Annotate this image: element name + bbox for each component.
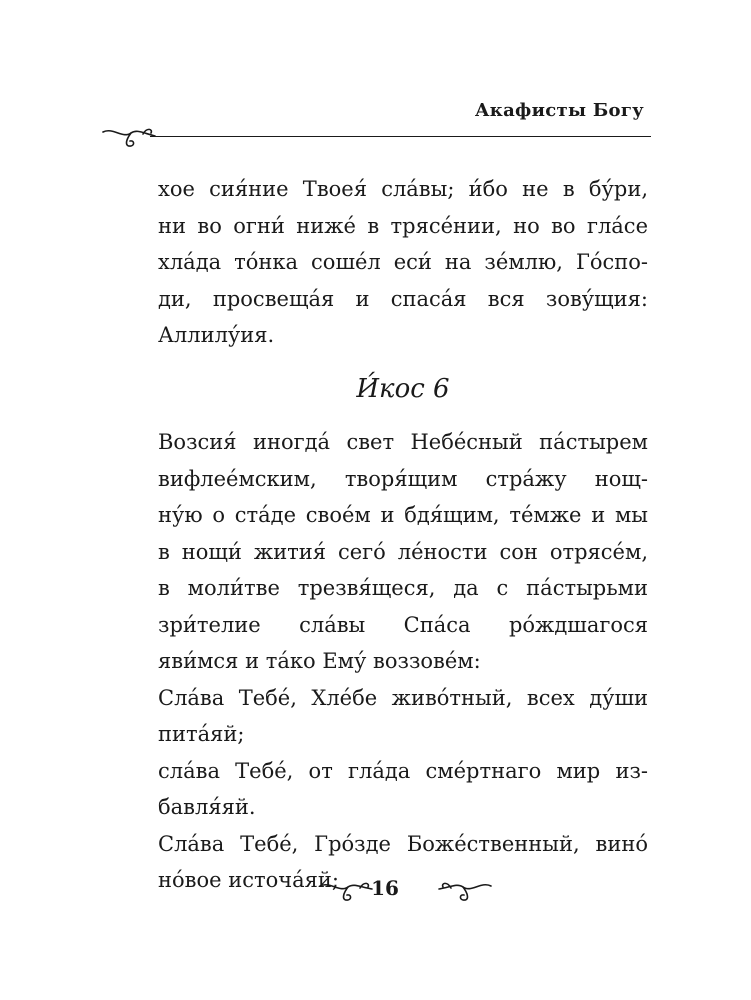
text-line: пита́яй; bbox=[158, 722, 245, 746]
text-line: Сла́ва Тебе́, Хле́бе живо́тный, всех ду́ши bbox=[158, 685, 648, 710]
running-header-title: Акафисты Богу bbox=[474, 100, 644, 121]
page-number: 16 bbox=[371, 876, 399, 900]
section-heading: И́кос 6 bbox=[356, 374, 450, 404]
text-line: но́вое источа́яй; bbox=[158, 868, 339, 892]
text-line: в нощи́ жития́ сего́ ле́ности сон отрясе́м, bbox=[158, 539, 648, 564]
top-paragraph bbox=[158, 171, 648, 354]
text-line: Аллилу́ия. bbox=[158, 323, 275, 347]
text-line: яви́мся и та́ко Ему́ воззове́м: bbox=[158, 649, 481, 673]
text-line: сла́ва Тебе́, от гла́да сме́ртнаго мир из- bbox=[158, 758, 648, 783]
flourish-ornament-icon bbox=[101, 123, 157, 151]
text-line: ну́ю о ста́де свое́м и бдя́щим, те́мже и мы bbox=[158, 503, 648, 527]
header-rule bbox=[150, 136, 651, 137]
text-line: Возсия́ иногда́ свет Небе́сный па́стырем bbox=[158, 430, 648, 454]
text-line: Сла́ва Тебе́, Гро́зде Боже́ственный, вино́ bbox=[158, 831, 648, 856]
text-line: хла́да то́нка соше́л еси́ на зе́млю, Го́спо- bbox=[158, 250, 648, 274]
text-line: хое сия́ние Твоея́ сла́вы; и́бо не в бу́ри, bbox=[158, 177, 648, 201]
bottom-paragraph bbox=[158, 424, 648, 899]
text-line: бавля́яй. bbox=[158, 795, 256, 819]
flourish-ornament-icon bbox=[437, 875, 493, 903]
text-line: ди, просвеща́я и спаса́я вся зову́щия: bbox=[158, 286, 648, 311]
text-line: зри́телие сла́вы Спа́са ро́ждшагося bbox=[158, 612, 648, 637]
text-line: в моли́тве трезвя́щеся, да с па́стырьми bbox=[158, 576, 648, 600]
text-line: вифлее́мским, творя́щим стра́жу нощ- bbox=[158, 466, 648, 491]
text-line: ни во огни́ ниже́ в трясе́нии, но во гла́се bbox=[158, 213, 648, 238]
